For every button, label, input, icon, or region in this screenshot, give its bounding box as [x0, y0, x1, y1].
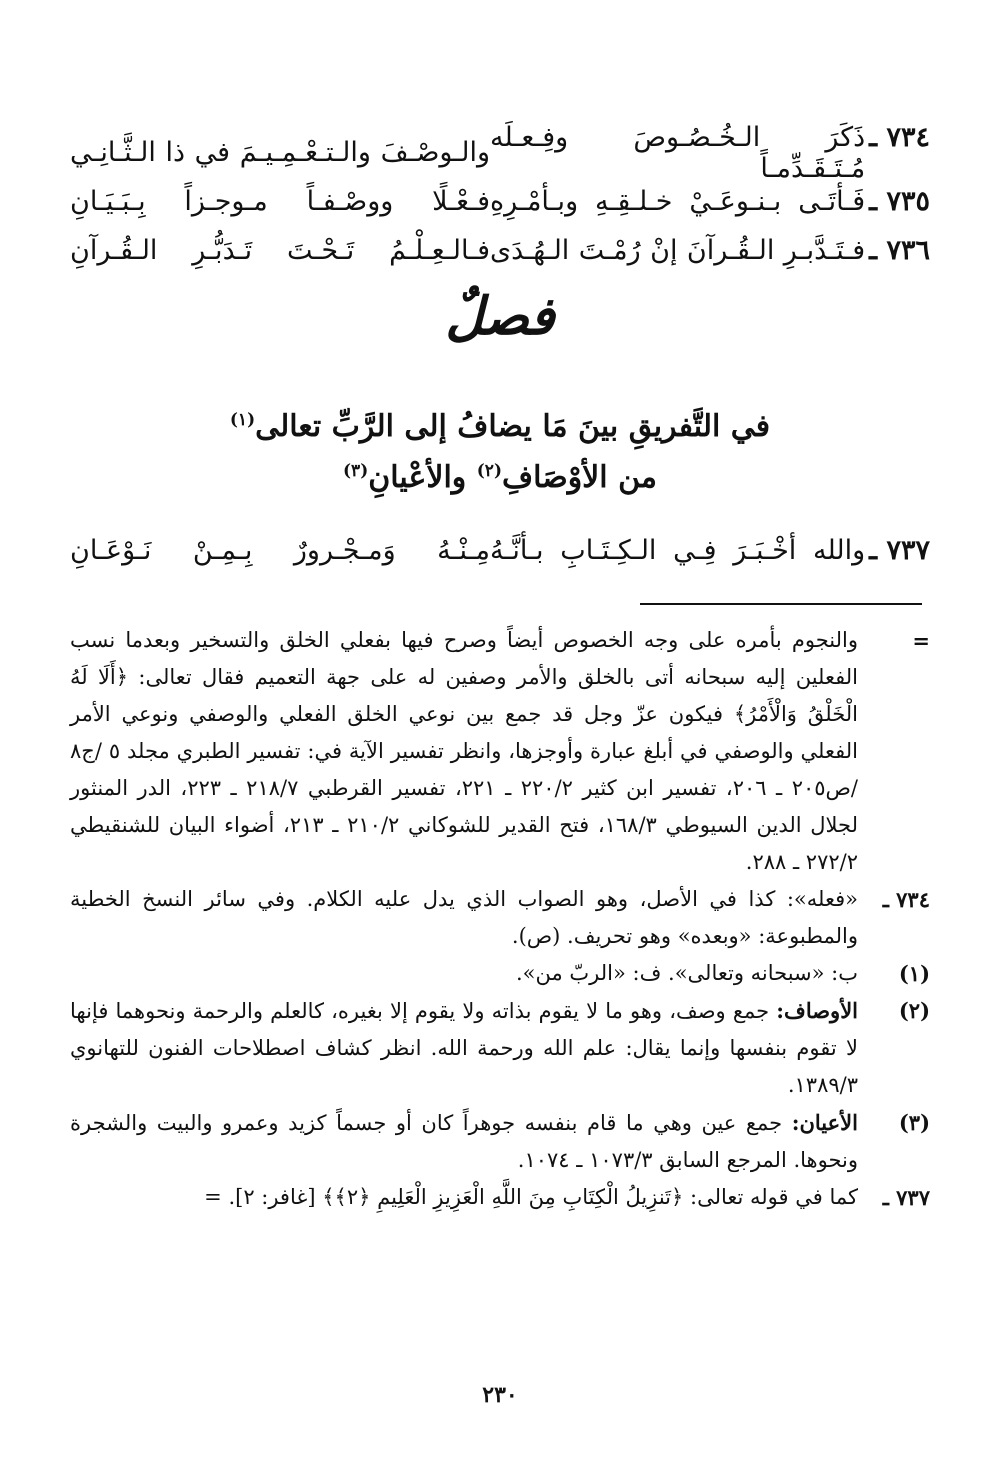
footnote-1 [70, 955, 930, 992]
verse-first-text: فـتَـدَّبـرِ الـقُـرآنَ إنْ رُمْـتَ الـهُـدَى [490, 235, 866, 266]
verse-second-hemistich: مِـنْـهُ وَمـجْـرورٌ بِـمِـنْ نَـوْعَـانِ [70, 535, 490, 566]
verse-second-hemistich: فـعْـلًا ووصْـفـاً مـوجـزاً بِـبَـيَـانِ [70, 186, 490, 217]
verse-number: ٧٣٤ ـ [869, 121, 930, 153]
footnote-mark: (٣) [898, 1110, 930, 1135]
chapter-title-text: من الأوْصَافِ [501, 460, 657, 495]
footnote-734 [70, 881, 930, 955]
footnotes [70, 622, 930, 1216]
poem-verses [70, 121, 930, 275]
chapter-title-text: في التَّفريقِ بينَ مَا يضافُ إلى الرَّبِّ تعالى [255, 409, 771, 444]
verse-number: ٧٣٥ ـ [869, 186, 930, 217]
verse-735 [70, 177, 930, 226]
chapter-title [0, 398, 1000, 500]
footnote-mark: = [912, 628, 930, 653]
footnote-text: كما في قوله تعالى: ﴿تَنزِيلُ الْكِتَابِ مِنَ اللَّهِ الْعَزِيزِ الْعَلِيمِ ﴿٢﴾﴾ [غافر: ٢]. = [204, 1185, 858, 1209]
footnote-3 [70, 1104, 930, 1179]
footnote-text: «فعله»: كذا في الأصل، وهو الصواب الذي يدل عليه الكلام. وفي سائر النسخ الخطية والمطبوعة: «وبعده» وهو تحريف. (ص). [70, 887, 858, 948]
verse-second-hemistich: فـالـعِـلْـمُ تَـحْـتَ تَـدَبُّـرِ الـقُـرآنِ [70, 235, 490, 266]
verse-first-text: والله أخْـبَـرَ فِـي الـكِـتَـابِ بـأنَّـهُ [490, 535, 866, 566]
verse-734 [70, 121, 930, 184]
footnote-term: الأوصاف: [776, 998, 858, 1023]
footnote-737 [70, 1179, 930, 1216]
verse-number: ٧٣٦ ـ [869, 235, 930, 266]
verse-number: ٧٣٧ ـ [869, 535, 930, 566]
footnote-text: جمع عين وهي ما قام بنفسه جوهراً كان أو جسماً كزيد وعمرو والبيت والشجرة ونحوها. المرجع السابق ١٠٧٣/٣ ـ ١٠٧٤. [70, 1111, 858, 1172]
footnote-ref-1: (١) [229, 410, 256, 430]
verse-737 [70, 526, 930, 575]
footnote-divider [640, 603, 922, 605]
verse-first-text: ذَكَرَ الـخُـصُـوصَ وفِـعـلَه مُـتَـقَـدِّمـاً [490, 121, 866, 184]
section-heading-fasl: فصلٌ [445, 286, 555, 347]
verse-second-hemistich: والـوصْـفَ والـتـعْـمِـيـمَ في ذا الـثَّـانِـي [70, 137, 490, 168]
footnote-body [70, 1104, 858, 1179]
footnote-text: جمع وصف، وهو ما لا يقوم بذاته ولا يقوم إلا بغيره، كالعلم والرحمة ونحوهما فإنها لا تقوم بنفسها وإنما يقال: علم الله ورحمة الله. انظر كشاف اصطلاحات الفنون للتهانوي ١٣٨٩/٣. [70, 999, 858, 1097]
footnote-continued [70, 622, 930, 881]
footnote-text: والنجوم بأمره على وجه الخصوص أيضاً وصرح فيها بفعلي الخلق والتسخير وبعدما نسب الفعلين إليه سبحانه أتى بالخلق والأمر وصفين له على جهة التعميم فقال تعالى: ﴿أَلَا لَهُ الْخَلْقُ وَالْأَمْرُ﴾ فيكون عزّ وجل قد جمع بين نوعي الخلق الفعلي والوصفي ونوعي الأمر الفعلي والوصفي في أبلغ عبارة وأوجزها، وانظر تفسير الآية في: تفسير الطبري مجلد ٥ /ج٨ /ص٢٠٥ ـ ٢٠٦، تفسير ابن كثير ٢٢٠/٢ ـ ٢٢١، تفسير القرطبي ٢١٨/٧ ـ ٢٢٣، الدر المنثور لجلال الدين السيوطي ١٦٨/٣، فتح القدير للشوكاني ٢١٠/٢ ـ ٢١٣، أضواء البيان للشنقيطي ٢٧٢/٢ ـ ٢٨٨. [70, 628, 859, 874]
chapter-title-text: والأعْيانِ [368, 460, 467, 495]
verse-736 [70, 226, 930, 275]
verse-first-hemistich [490, 535, 930, 566]
verse-first-text: فَـأتَـى بـنـوعَـيْ خـلـقِـهِ وبـأمْـرِهِ [490, 186, 866, 217]
footnote-2 [70, 992, 930, 1104]
footnote-mark: ٧٣٧ ـ [882, 1185, 930, 1210]
footnote-ref-2: (٢) [476, 461, 502, 481]
footnote-ref-3: (٣) [343, 461, 369, 481]
poem-verses-2 [70, 526, 930, 575]
page-number: ٢٣٠ [482, 1382, 518, 1408]
footnote-body [70, 992, 858, 1104]
verse-first-hemistich [490, 235, 930, 266]
footnote-mark: (١) [898, 961, 930, 986]
chapter-title-line-2 [0, 449, 1000, 500]
footnote-mark: (٢) [898, 998, 930, 1023]
footnote-term: الأعيان: [791, 1110, 858, 1135]
verse-first-hemistich [490, 186, 930, 217]
chapter-title-line-1 [0, 398, 1000, 449]
footnote-text: ب: «سبحانه وتعالى». ف: «الربّ من». [515, 961, 858, 985]
verse-first-hemistich [490, 122, 930, 184]
footnote-mark: ٧٣٤ ـ [882, 887, 930, 912]
